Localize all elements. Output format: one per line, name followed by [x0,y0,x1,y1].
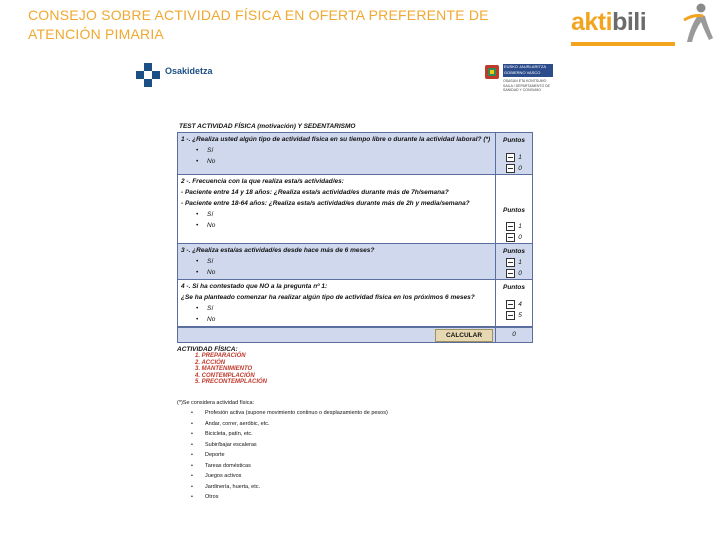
running-figure-icon [679,2,715,48]
gobierno-vasco-logo [484,64,554,104]
question-4-checkbox-no[interactable] [506,311,515,320]
question-4 [178,280,496,326]
question-1-option-si[interactable]: • Sí [181,145,492,156]
logo-part2: bili [612,8,647,36]
question-1-checkbox-si[interactable] [506,153,515,162]
question-3-points [496,244,532,279]
question-4-points [496,280,532,326]
note-list [177,408,533,503]
points-label: Puntos [502,207,526,214]
question-1-points [496,133,532,174]
logo-wordmark [571,8,646,37]
note-item: • Jardinería, huerta, etc. [191,482,533,493]
form-title: TEST ACTIVIDAD FÍSICA (motivación) Y SEDENTARISMO [179,123,356,130]
page-title-line1: CONSEJO SOBRE ACTIVIDAD FÍSICA EN OFERTA PREFERENTE DE [28,7,489,23]
question-row-3 [178,244,532,280]
note-item: • Juegos activos [191,471,533,482]
points-value: 1 [518,154,522,161]
stage-item: 3. MANTENIMIENTO [195,366,253,372]
question-4-option-si[interactable]: • Sí [181,303,492,314]
gov-line2: GOBIERNO VASCO [504,70,541,75]
question-3 [178,244,496,279]
gov-name-block [503,64,553,77]
question-2-line1: 2 -. Frecuencia con la que realiza esta/s actividad/es: [181,178,344,185]
points-value: 1 [518,223,522,230]
questions-table [177,132,533,343]
question-2 [178,175,496,243]
question-2-checkbox-si[interactable] [506,222,515,231]
points-label: Puntos [502,248,526,255]
question-2-option-si[interactable]: • Sí [181,209,492,220]
points-label: Puntos [502,137,526,144]
activity-stage-title: ACTIVIDAD FÍSICA: [177,346,238,353]
osakidetza-logo [135,62,213,93]
question-1-checkbox-no[interactable] [506,164,515,173]
question-3-option-no[interactable]: • No [181,267,492,278]
question-4-line2: ¿Se ha planteado comenzar ha realizar algún tipo de actividad física en los próximos 6 meses? [181,294,475,301]
question-1-option-no[interactable]: • No [181,156,492,167]
question-4-line1: 4 -. Si ha contestado que NO a la pregunta nº 1: [181,283,328,290]
note-item: • Tareas domésticas [191,461,533,472]
question-3-checkbox-si[interactable] [506,258,515,267]
osakidetza-name: Osakidetza [165,66,213,76]
activity-note [177,398,533,503]
question-3-text: 3 -. ¿Realiza esta/as actividad/es desde hace más de 6 meses? [181,247,375,254]
points-value: 1 [518,259,522,266]
activity-test-form [177,122,533,503]
stage-item: 5. PRECONTEMPLACIÓN [195,379,268,385]
stage-item: 1. PREPARACIÓN [195,353,246,359]
question-2-line3: - Paciente entre 18-64 años: ¿Realiza esta/s actividad/es durante más de 2h y media/semana? [181,200,470,207]
stage-item: 2. ACCIÓN [195,359,226,366]
question-1-text: 1 -. ¿Realiza usted algún tipo de actividad física en su tiempo libre o durante la actividad laboral? (*) [181,136,491,143]
points-value: 4 [518,301,522,308]
calculate-cell [178,328,496,342]
aktibili-logo [565,2,715,52]
question-row-2 [178,175,532,244]
question-row-4 [178,280,532,327]
question-3-checkbox-no[interactable] [506,269,515,278]
points-value: 0 [518,165,522,172]
points-value: 0 [518,270,522,277]
points-value: 5 [518,312,522,319]
note-item: • Profesión activa (supone movimiento continuo o desplazamiento de pesos) [191,408,533,419]
total-score: 0 [512,331,516,338]
note-item: • Subir/bajar escaleras [191,440,533,451]
page-title-line2: ATENCIÓN PIMARIA [28,26,164,42]
osakidetza-icon [135,62,161,88]
gov-department: OSASUN ETA KONTSUMO SAILA / DEPARTAMENTO DE SANIDAD Y CONSUMO [503,79,551,92]
question-4-option-no[interactable]: • No [181,314,492,325]
note-item: • Otros [191,492,533,503]
question-2-checkbox-no[interactable] [506,233,515,242]
question-row-1 [178,133,532,175]
gov-line1: EUSKO JAURLARITZA [504,64,547,69]
question-3-option-si[interactable]: • Sí [181,256,492,267]
page-title [28,6,528,44]
activity-stage-list [177,353,533,386]
question-2-option-no[interactable]: • No [181,220,492,231]
coat-of-arms-icon [484,64,500,82]
question-4-checkbox-si[interactable] [506,300,515,309]
question-2-points [496,175,532,243]
question-2-line2: - Paciente entre 14 y 18 años: ¿Realiza esta/s actividad/es durante más de 7h/semana? [181,189,449,196]
question-1 [178,133,496,174]
note-item: • Andar, correr, aeróbic, etc. [191,419,533,430]
logo-underline [571,42,675,46]
points-label: Puntos [502,284,526,291]
note-item: • Deporte [191,450,533,461]
stage-item: 4. CONTEMPLACIÓN [195,372,255,379]
note-item: • Bicicleta, patín, etc. [191,429,533,440]
calculate-button[interactable]: CALCULAR [435,329,493,342]
calculate-row [178,327,532,342]
points-value: 0 [518,234,522,241]
logo-part1: akti [571,8,613,36]
note-title: (*)Se considera actividad física: [177,399,255,406]
